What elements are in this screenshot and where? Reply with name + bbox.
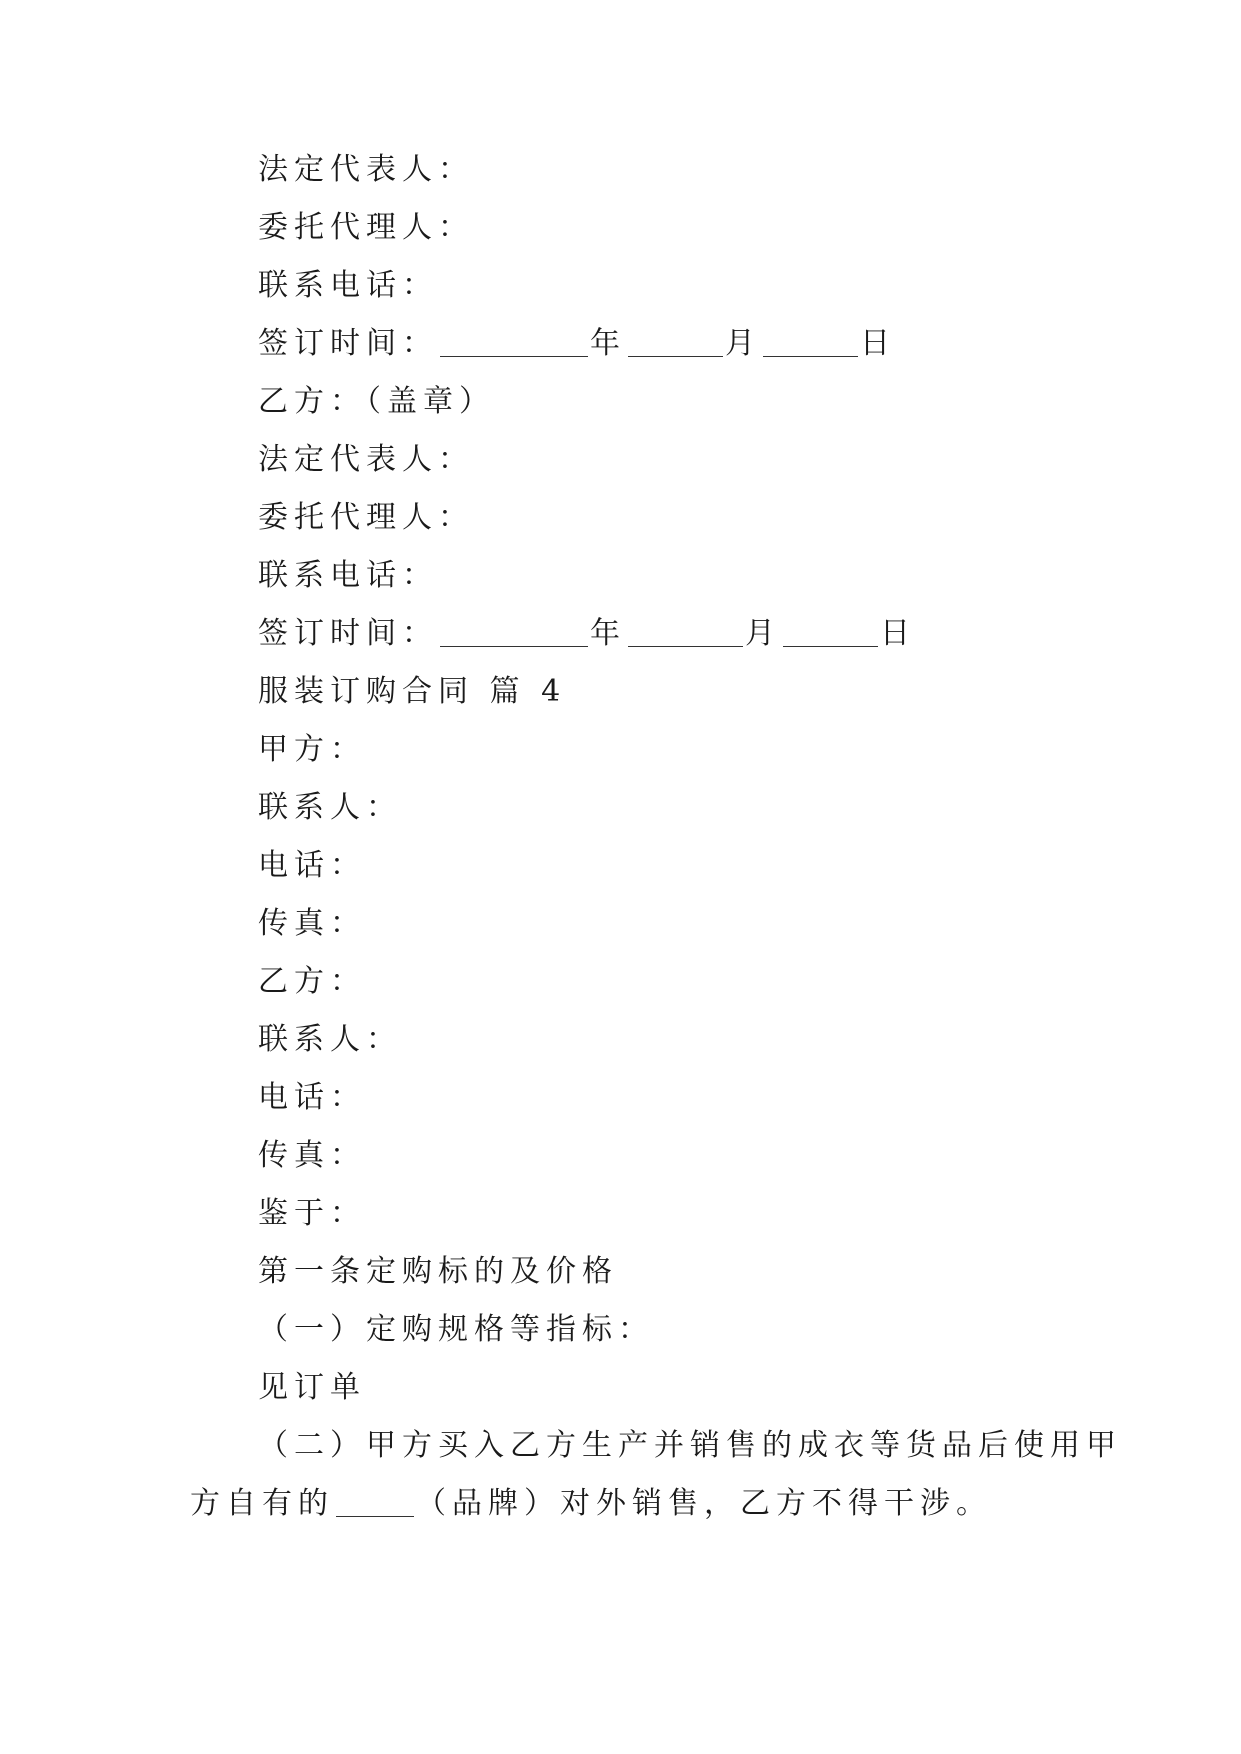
party-b-seal: 乙方：（盖章）	[258, 384, 495, 419]
month-blank	[628, 616, 743, 647]
party-b-label: 乙方：	[258, 964, 366, 999]
party-a-label: 甲方：	[258, 732, 366, 767]
party-b-fax: 传真：	[258, 1138, 366, 1173]
party-a-contact: 联系人：	[258, 790, 402, 825]
signing-date-a	[258, 322, 896, 366]
whereas-label: 鉴于：	[258, 1196, 366, 1231]
contact-phone-b: 联系电话：	[258, 558, 438, 593]
year-blank	[440, 326, 588, 357]
day-unit: 日	[880, 616, 916, 651]
clause-2-before-blank: 方自有的	[190, 1486, 334, 1521]
see-order: 见订单	[258, 1370, 366, 1405]
day-blank	[783, 616, 878, 647]
month-unit: 月	[745, 616, 781, 651]
signing-date-label: 签订时间：	[258, 616, 438, 651]
signing-date-label: 签订时间：	[258, 326, 438, 361]
day-unit: 日	[860, 326, 896, 361]
day-blank	[763, 326, 858, 357]
clause-1: （一）定购规格等指标：	[258, 1312, 654, 1347]
clause-2-line-2	[190, 1482, 992, 1526]
article-one-title: 第一条定购标的及价格	[258, 1254, 618, 1289]
party-b-contact: 联系人：	[258, 1022, 402, 1057]
party-a-fax: 传真：	[258, 906, 366, 941]
legal-representative-a: 法定代表人：	[258, 152, 474, 187]
clause-2-after-blank: （品牌）对外销售，乙方不得干涉。	[416, 1486, 992, 1521]
entrusted-agent-a: 委托代理人：	[258, 210, 474, 245]
section-title: 服装订购合同 篇 4	[258, 674, 567, 709]
party-b-phone: 电话：	[258, 1080, 366, 1115]
brand-blank	[336, 1486, 414, 1517]
year-blank	[440, 616, 588, 647]
year-unit: 年	[590, 326, 626, 361]
party-a-phone: 电话：	[258, 848, 366, 883]
legal-representative-b: 法定代表人：	[258, 442, 474, 477]
month-unit: 月	[725, 326, 761, 361]
month-blank	[628, 326, 723, 357]
entrusted-agent-b: 委托代理人：	[258, 500, 474, 535]
year-unit: 年	[590, 616, 626, 651]
signing-date-b	[258, 612, 916, 656]
contact-phone-a: 联系电话：	[258, 268, 438, 303]
clause-2-line-1: （二）甲方买入乙方生产并销售的成衣等货品后使用甲	[258, 1428, 1122, 1463]
